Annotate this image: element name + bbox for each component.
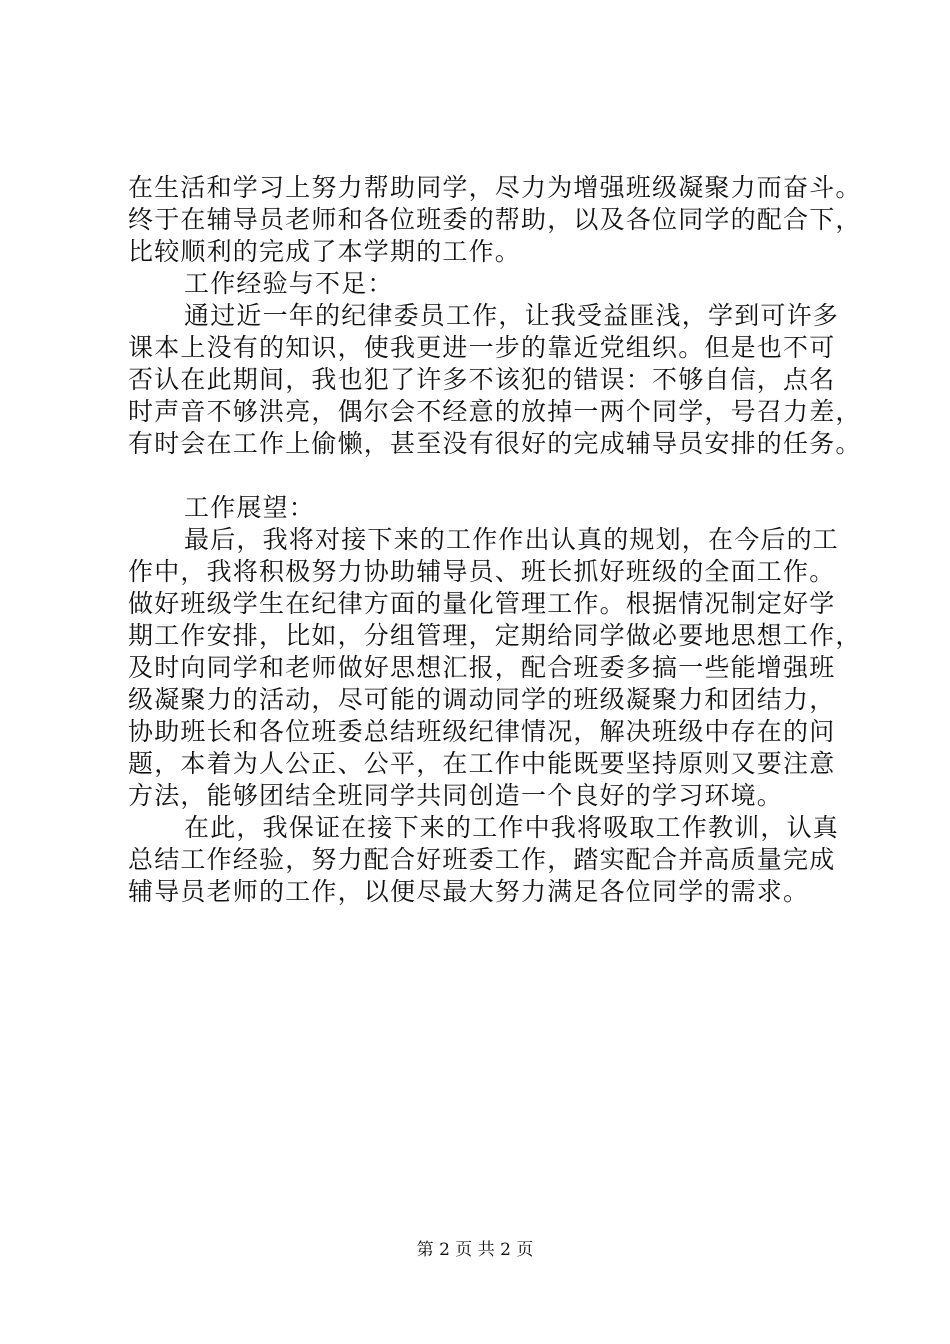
paragraph-outlook: [128, 524, 868, 812]
page-footer: 第 2 页 共 2 页: [416, 1240, 534, 1260]
text-line: 方法，能够团结全班同学共同创造一个良好的学习环境。: [128, 781, 784, 810]
text-line: 级凝聚力的活动，尽可能的调动同学的班级凝聚力和团结力，: [128, 685, 836, 714]
text-line: 课本上没有的知识，使我更进一步的靠近党组织。但是也不可: [128, 333, 836, 362]
text-line: 期工作安排，比如，分组管理，定期给同学做必要地思想工作，: [128, 621, 862, 650]
text-line: 总结工作经验，努力配合好班委工作，踏实配合并高质量完成: [128, 845, 836, 874]
document-body: [128, 172, 868, 908]
section-heading-experience: 工作经验与不足：: [184, 269, 394, 298]
text-line: 协助班长和各位班委总结班级纪律情况，解决班级中存在的问: [128, 717, 836, 746]
text-line: 时声音不够洪亮，偶尔会不经意的放掉一两个同学，号召力差，: [128, 397, 862, 426]
text-line: 最后，我将对接下来的工作作出认真的规划，在今后的工: [184, 525, 840, 554]
text-line: 在此，我保证在接下来的工作中我将吸取工作教训，认真: [184, 813, 840, 842]
text-line: 题，本着为人公正、公平，在工作中能既要坚持原则又要注意: [128, 749, 836, 778]
text-line: 比较顺利的完成了本学期的工作。: [128, 237, 522, 266]
paragraph-continuation: [128, 172, 868, 268]
text-line: 通过近一年的纪律委员工作，让我受益匪浅，学到可许多: [184, 301, 840, 330]
paragraph-experience: [128, 300, 868, 460]
section-heading-outlook: 工作展望：: [184, 493, 316, 522]
text-line: 及时向同学和老师做好思想汇报，配合班委多搞一些能增强班: [128, 653, 836, 682]
text-line: 否认在此期间，我也犯了许多不该犯的错误：不够自信，点名: [128, 365, 836, 394]
text-line: 有时会在工作上偷懒，甚至没有很好的完成辅导员安排的任务。: [128, 429, 862, 458]
text-line: 终于在辅导员老师和各位班委的帮助，以及各位同学的配合下，: [128, 205, 862, 234]
paragraph-closing: [128, 812, 868, 908]
blank-line: [128, 460, 868, 492]
text-line: 辅导员老师的工作，以便尽最大努力满足各位同学的需求。: [128, 877, 810, 906]
text-line: 做好班级学生在纪律方面的量化管理工作。根据情况制定好学: [128, 589, 836, 618]
text-line: 在生活和学习上努力帮助同学，尽力为增强班级凝聚力而奋斗。: [128, 173, 862, 202]
text-line: 作中，我将积极努力协助辅导员、班长抓好班级的全面工作。: [128, 557, 836, 586]
